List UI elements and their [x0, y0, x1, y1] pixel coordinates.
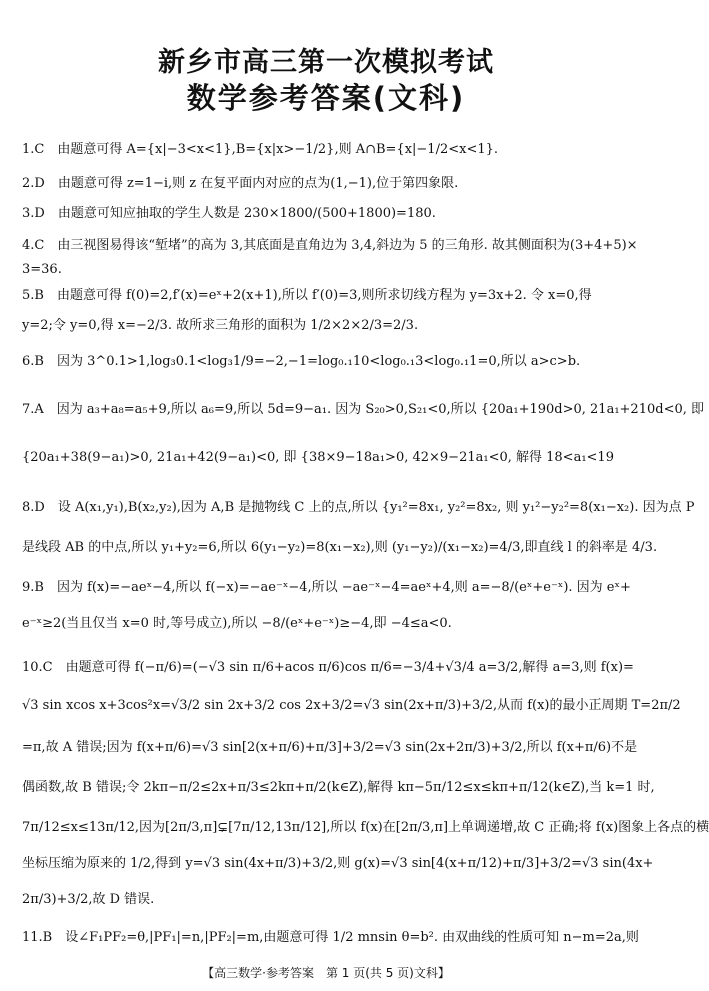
answer-line: =π,故 A 错误;因为 f(x+π/6)=√3 sin[2(x+π/6)+π/3]+3/2=√3 sin(2x+2π/3)+3/2,所以 f(x+π/6)不是	[22, 740, 638, 755]
answer-line: 2π/3)+3/2,故 D 错误.	[22, 892, 155, 907]
answer-line: 6.B 因为 3^0.1>1,log₃0.1<log₃1/9=−2,−1=log₀.₁10<log₀.₁3<log₀.₁1=0,所以 a>c>b.	[22, 354, 581, 369]
answer-line: 9.B 因为 f(x)=−aeˣ−4,所以 f(−x)=−ae⁻ˣ−4,所以 −ae⁻ˣ−4=aeˣ+4,则 a=−8/(eˣ+e⁻ˣ). 因为 eˣ+	[22, 580, 631, 595]
answer-line: 11.B 设∠F₁PF₂=θ,|PF₁|=n,|PF₂|=m,由题意可得 1/2 mnsin θ=b². 由双曲线的性质可知 n−m=2a,则	[22, 930, 639, 945]
answer-line: 1.C 由题意可得 A={x|−3<x<1},B={x|x>−1/2},则 A∩B={x|−1/2<x<1}.	[22, 142, 499, 157]
answer-line: 坐标压缩为原来的 1/2,得到 y=√3 sin(4x+π/3)+3/2,则 g(x)=√3 sin[4(x+π/12)+π/3]+3/2=√3 sin(4x+	[22, 856, 654, 871]
answer-title: 数学参考答案(文科)	[186, 81, 466, 115]
answer-line: 7.A 因为 a₃+a₈=a₅+9,所以 a₆=9,所以 5d=9−a₁. 因为 S₂₀>0,S₂₁<0,所以 {20a₁+190d>0, 21a₁+210d<0, 即	[22, 402, 704, 417]
answer-line: 8.D 设 A(x₁,y₁),B(x₂,y₂),因为 A,B 是抛物线 C 上的点,所以 {y₁²=8x₁, y₂²=8x₂, 则 y₁²−y₂²=8(x₁−x₂). 因为点 P	[22, 500, 695, 515]
answer-line: 2.D 由题意可得 z=1−i,则 z 在复平面内对应的点为(1,−1),位于第四象限.	[22, 176, 459, 191]
answer-line: 3.D 由题意可知应抽取的学生人数是 230×1800/(500+1800)=180.	[22, 206, 436, 221]
answer-line: 10.C 由题意可得 f(−π/6)=(−√3 sin π/6+acos π/6)cos π/6=−3/4+√3/4 a=3/2,解得 a=3,则 f(x)=	[22, 660, 634, 675]
exam-title: 新乡市高三第一次模拟考试	[158, 47, 494, 78]
answer-line: {20a₁+38(9−a₁)>0, 21a₁+42(9−a₁)<0, 即 {38×9−18a₁>0, 42×9−21a₁<0, 解得 18<a₁<19	[22, 450, 614, 465]
answer-line: 4.C 由三视图易得该“堑堵”的高为 3,其底面是直角边为 3,4,斜边为 5 的三角形. 故其侧面积为(3+4+5)×	[22, 238, 638, 253]
answer-line: 3=36.	[22, 262, 62, 277]
page-footer: 【高三数学·参考答案 第 1 页(共 5 页)文科】	[202, 966, 450, 980]
answer-line: 7π/12≤x≤13π/12,因为[2π/3,π]⊊[7π/12,13π/12],所以 f(x)在[2π/3,π]上单调递增,故 C 正确;将 f(x)图象上各点的横	[22, 820, 709, 835]
answer-line: e⁻ˣ≥2(当且仅当 x=0 时,等号成立),所以 −8/(eˣ+e⁻ˣ)≥−4,即 −4≤a<0.	[22, 616, 452, 631]
answer-line: y=2;令 y=0,得 x=−2/3. 故所求三角形的面积为 1/2×2×2/3=2/3.	[22, 318, 419, 333]
answer-line: 偶函数,故 B 错误;令 2kπ−π/2≤2x+π/3≤2kπ+π/2(k∈Z),解得 kπ−5π/12≤x≤kπ+π/12(k∈Z),当 k=1 时,	[22, 780, 655, 795]
answer-line: √3 sin xcos x+3cos²x=√3/2 sin 2x+3/2 cos 2x+3/2=√3 sin(2x+π/3)+3/2,从而 f(x)的最小正周期 T=2π/2	[22, 698, 681, 713]
answer-line: 5.B 由题意可得 f(0)=2,f′(x)=eˣ+2(x+1),所以 f′(0)=3,则所求切线方程为 y=3x+2. 令 x=0,得	[22, 288, 592, 303]
answer-line: 是线段 AB 的中点,所以 y₁+y₂=6,所以 6(y₁−y₂)=8(x₁−x₂),则 (y₁−y₂)/(x₁−x₂)=4/3,即直线 l 的斜率是 4/3.	[22, 540, 658, 555]
